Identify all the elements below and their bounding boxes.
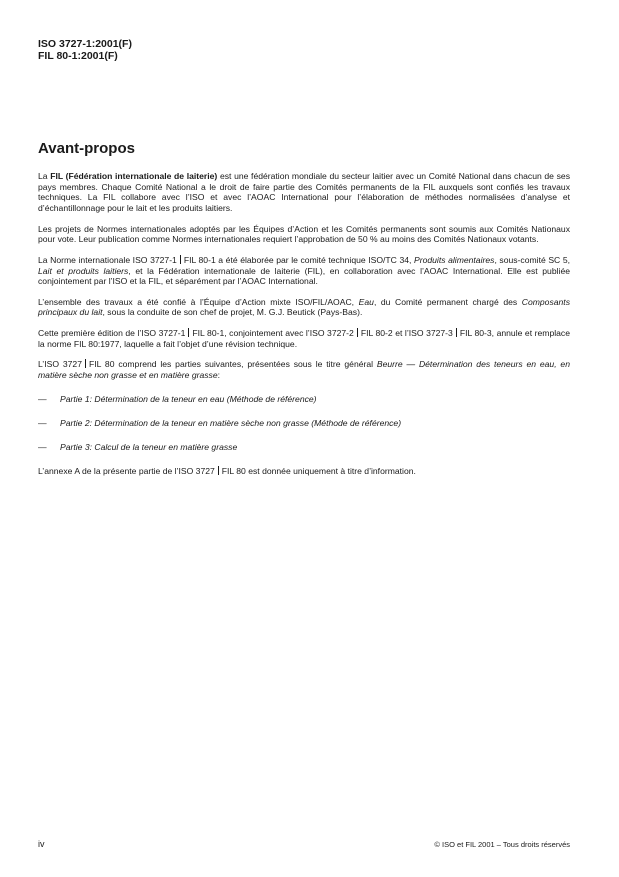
- header-iso-ref: ISO 3727-1:2001(F): [38, 38, 132, 50]
- dash: —: [38, 441, 47, 452]
- document-header: [38, 38, 132, 62]
- text: , sous-comité SC 5,: [494, 254, 570, 265]
- paragraph-task-force: [38, 297, 570, 318]
- dash: —: [38, 393, 47, 404]
- separator-bar: [456, 328, 457, 337]
- list-item-text: Partie 3: Calcul de la teneur en matière grasse: [60, 441, 238, 452]
- paragraph-parts-intro: [38, 359, 570, 380]
- italic-text: Lait et produits laitiers: [38, 265, 129, 276]
- page-title: Avant-propos: [38, 140, 135, 157]
- separator-bar: [357, 328, 358, 337]
- list-item: [38, 418, 570, 429]
- text: La Norme internationale ISO 3727-1: [38, 254, 177, 265]
- text: FIL 80-1 a été élaborée par le comité technique ISO/TC 34,: [183, 254, 414, 265]
- text: , et la Fédération internationale de laiterie (FIL), en collaboration avec l’AOAC International. Elle est publiée conjointement par l’ISO et la FIL, et séparément par l’AOAC International.: [38, 265, 570, 287]
- page-number: iv: [38, 839, 45, 849]
- separator-bar: [180, 255, 181, 264]
- list-item: [38, 442, 570, 453]
- text: La: [38, 171, 51, 181]
- paragraph-fil-intro: [38, 171, 570, 214]
- dash: —: [38, 417, 47, 428]
- text: FIL 80-3, annule et remplace la norme FIL 80:1977, laquelle a fait l’objet d’une révision technique.: [38, 327, 570, 349]
- separator-bar: [85, 359, 86, 368]
- list-item-text: Partie 2: Détermination de la teneur en matière sèche non grasse (Méthode de référence): [60, 417, 402, 428]
- text: , sous la conduite de son chef de projet, M. G.J. Beutick (Pays-Bas).: [102, 307, 363, 318]
- text: :: [217, 369, 220, 380]
- italic-text: Produits alimentaires: [414, 254, 495, 265]
- text: Cette première édition de l’ISO 3727-1: [38, 327, 186, 338]
- list-item: [38, 394, 570, 405]
- italic-text: Beurre — Détermination des teneurs en eau, en matière sèche non grasse et en matière grasse: [38, 359, 570, 380]
- text: L’ISO 3727: [38, 359, 82, 370]
- text: , du Comité permanent chargé des: [373, 296, 522, 307]
- text: FIL 80-1, conjointement avec l’ISO 3727-2: [192, 327, 354, 338]
- text: L’annexe A de la présente partie de l’ISO 3727: [38, 466, 215, 477]
- copyright-notice: © ISO et FIL 2001 – Tous droits réservés: [434, 840, 570, 849]
- text: FIL 80 est donnée uniquement à titre d’information.: [221, 466, 416, 477]
- paragraph-annex: [38, 466, 570, 477]
- separator-bar: [218, 466, 219, 475]
- italic-text: Composants principaux du lait: [38, 296, 570, 318]
- list-item-text: Partie 1: Détermination de la teneur en eau (Méthode de référence): [60, 393, 317, 404]
- paragraph-preparation: [38, 255, 570, 287]
- separator-bar: [188, 328, 189, 337]
- fil-name: FIL (Fédération internationale de laiterie): [50, 171, 218, 181]
- text: FIL 80 comprend les parties suivantes, présentées sous le titre général: [88, 359, 377, 370]
- foreword-body: [38, 171, 570, 487]
- header-fil-ref: FIL 80-1:2001(F): [38, 50, 118, 62]
- text: FIL 80-2 et l’ISO 3727-3: [360, 327, 453, 338]
- paragraph-voting: Les projets de Normes internationales adoptés par les Équipes d’Action et les Comités permanents sont soumis aux Comités Nationaux pour vote. Leur publication comme Normes internationales requiert l’approbation de 50 % au moins des Comités Nationaux votants.: [38, 223, 570, 245]
- text: est une fédération mondiale du secteur laitier avec un Comité National dans chacun de ses pays membres. Chaque Comité National a le droit de faire partie des Comités permanents de la FIL auxquels sont confiés les travaux techniques. La FIL collabore avec l’ISO et avec l’AOAC International pour l’élaboration de méthodes normalisées d’analyse et d’échantillonnage pour le lait et les produits laitiers.: [38, 171, 570, 214]
- italic-text: Eau: [358, 296, 374, 307]
- text: L’ensemble des travaux a été confié à l’Équipe d’Action mixte ISO/FIL/AOAC,: [38, 296, 359, 307]
- paragraph-edition: [38, 328, 570, 349]
